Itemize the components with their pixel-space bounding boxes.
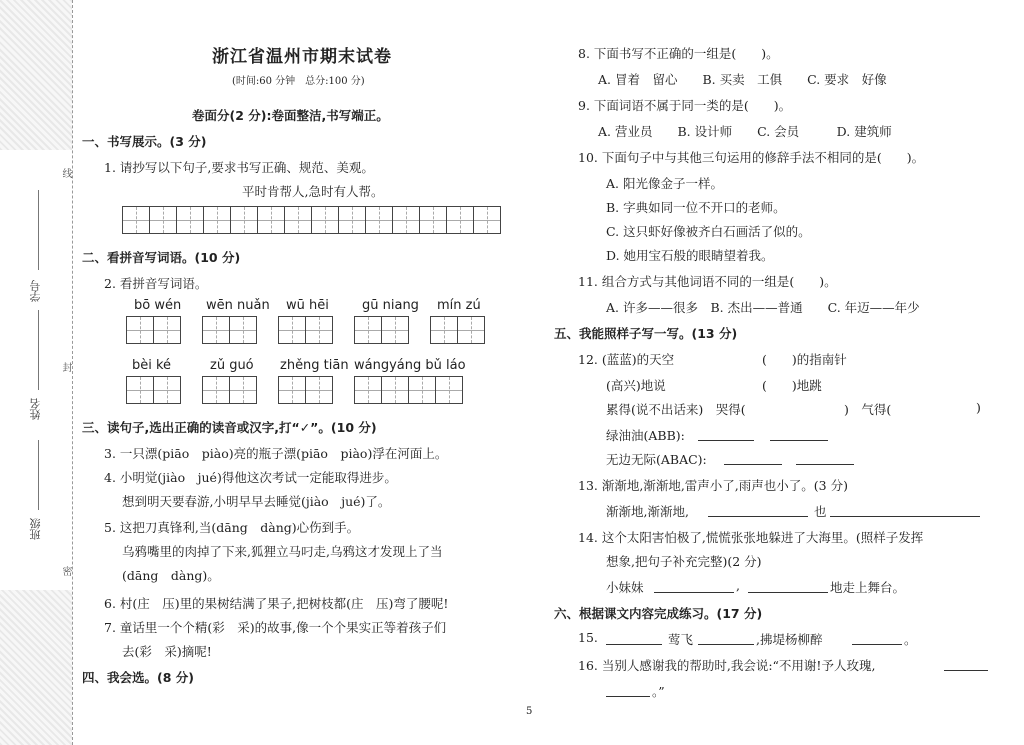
question-12-e: 无边无际(ABAC): <box>606 452 707 467</box>
question-15-a: 15. <box>578 630 598 645</box>
question-6: 6. 村(庄 压)里的果树结满了果子,把树枝都(庄 压)弯了腰呢! <box>104 596 449 611</box>
answer-box-5[interactable] <box>430 316 485 344</box>
answer-box-8[interactable] <box>278 376 333 404</box>
question-16-a: 16. 当别人感谢我的帮助时,我会说:“不用谢!予人玫瑰, <box>578 658 876 673</box>
pinyin-5: mín zú <box>437 298 481 313</box>
blank-12d-1[interactable] <box>698 428 754 441</box>
blank-14-1[interactable] <box>654 580 734 593</box>
question-8-options: A. 冒着 留心 B. 买卖 工俱 C. 要求 好像 <box>598 72 887 87</box>
answer-box-2[interactable] <box>202 316 257 344</box>
label-xingming: 姓名 <box>29 398 42 420</box>
question-11-options: A. 许多——很多 B. 杰出——普通 C. 年迈——年少 <box>606 300 920 315</box>
question-12-d: 绿油油(ABB): <box>606 428 685 443</box>
cut-mark-3: 密 <box>60 566 71 576</box>
question-12-a2: ( )的指南针 <box>762 352 847 367</box>
section-4-heading: 四、我会选。(8 分) <box>82 670 194 685</box>
section-3-heading: 三、读句子,选出正确的读音或汉字,打“✓”。(10 分) <box>82 420 377 435</box>
blank-16-2[interactable] <box>606 684 650 697</box>
answer-box-4[interactable] <box>354 316 409 344</box>
question-10-c: C. 这只虾好像被齐白石画活了似的。 <box>606 224 811 239</box>
blank-12d-2[interactable] <box>770 428 828 441</box>
question-16-b: 。” <box>652 684 665 699</box>
answer-box-6[interactable] <box>126 376 181 404</box>
question-12-b: (高兴)地说 <box>606 378 666 393</box>
hatch-bottom <box>0 590 72 745</box>
question-15-b: 莺飞 <box>668 632 694 647</box>
question-8: 8. 下面书写不正确的一组是( )。 <box>578 46 779 61</box>
question-4a: 4. 小明觉(jiào jué)得他这次考试一定能取得进步。 <box>104 470 397 485</box>
label-xuehao: 学号 <box>29 280 42 302</box>
question-14-c1: 小妹妹 <box>606 580 644 595</box>
section-2-heading: 二、看拼音写词语。(10 分) <box>82 250 241 265</box>
question-7b: 去(彩 采)摘呢! <box>122 644 212 659</box>
section-6-heading: 六、根据课文内容完成练习。(17 分) <box>554 606 763 621</box>
question-4b: 想到明天要春游,小明早早去睡觉(jiào jué)了。 <box>122 494 391 509</box>
question-12-c: 累得(说不出话来) 哭得( <box>606 402 746 417</box>
writing-grid[interactable] <box>122 206 501 234</box>
page-number: 5 <box>526 706 533 717</box>
question-14-c3: 地走上舞台。 <box>830 580 906 595</box>
question-7a: 7. 童话里一个个精(彩 采)的故事,像一个个果实正等着孩子们 <box>104 620 447 635</box>
answer-box-3[interactable] <box>278 316 333 344</box>
blank-12e-2[interactable] <box>796 452 854 465</box>
blank-14-2[interactable] <box>748 580 828 593</box>
pinyin-6: bèi ké <box>132 358 172 373</box>
binding-margin <box>0 0 82 745</box>
question-1: 1. 请抄写以下句子,要求书写正确、规范、美观。 <box>104 160 374 175</box>
pinyin-9: wángyáng bǔ láo <box>354 358 466 373</box>
blank-15-2[interactable] <box>698 632 754 645</box>
answer-box-9[interactable] <box>354 376 463 404</box>
section-5-heading: 五、我能照样子写一写。(13 分) <box>554 326 738 341</box>
pinyin-1: bō wén <box>134 298 182 313</box>
question-3: 3. 一只漂(piāo piào)亮的瓶子漂(piāo piào)浮在河面上。 <box>104 446 448 461</box>
banji-line <box>38 440 39 510</box>
pinyin-3: wū hēi <box>286 298 329 313</box>
question-9-options: A. 营业员 B. 设计师 C. 会员 D. 建筑师 <box>598 124 892 139</box>
pinyin-8: zhěng tiān <box>280 358 349 373</box>
blank-13-2[interactable] <box>830 504 980 517</box>
question-11: 11. 组合方式与其他词语不同的一组是( )。 <box>578 274 837 289</box>
question-14-a: 14. 这个太阳害怕极了,慌慌张张地躲进了大海里。(照样子发挥 <box>578 530 924 545</box>
cut-line <box>72 0 73 745</box>
label-banji: 班级 <box>29 518 42 540</box>
question-14-b: 想象,把句子补充完整)(2 分) <box>606 554 762 569</box>
question-10-b: B. 字典如同一位不开口的老师。 <box>606 200 786 215</box>
blank-15-1[interactable] <box>606 632 662 645</box>
question-12-b2: ( )地跳 <box>762 378 822 393</box>
cut-mark-2: 封 <box>60 362 71 372</box>
question-2: 2. 看拼音写词语。 <box>104 276 208 291</box>
question-1-sentence: 平时肯帮人,急时有人帮。 <box>242 184 384 199</box>
blank-16-1[interactable] <box>944 658 988 671</box>
pinyin-2: wēn nuǎn <box>206 298 270 313</box>
page-title: 浙江省温州市期末试卷 <box>212 47 392 67</box>
question-9: 9. 下面词语不属于同一类的是( )。 <box>578 98 792 113</box>
pinyin-7: zǔ guó <box>210 358 254 373</box>
question-10: 10. 下面句子中与其他三句运用的修辞手法不相同的是( )。 <box>578 150 925 165</box>
hatch-top <box>0 0 72 150</box>
xingming-line <box>38 310 39 390</box>
question-13-b2: 也 <box>814 504 827 519</box>
question-12-c3: ) <box>976 400 981 415</box>
question-5a: 5. 这把刀真锋利,当(dāng dàng)心伤到手。 <box>104 520 360 535</box>
score-note: 卷面分(2 分):卷面整洁,书写端正。 <box>192 108 389 123</box>
xuehao-line <box>38 190 39 270</box>
question-13: 13. 渐渐地,渐渐地,雷声小了,雨声也小了。(3 分) <box>578 478 848 493</box>
question-5c: (dāng dàng)。 <box>122 568 220 583</box>
blank-12e-1[interactable] <box>724 452 782 465</box>
blank-13-1[interactable] <box>708 504 808 517</box>
question-14-c2: , <box>736 578 740 593</box>
cut-mark-1: 线 <box>60 168 71 178</box>
question-13-b1: 渐渐地,渐渐地, <box>606 504 689 519</box>
question-12-c2: ) 气得( <box>844 402 892 417</box>
pinyin-4: gū niang <box>362 298 419 313</box>
answer-box-1[interactable] <box>126 316 181 344</box>
answer-box-7[interactable] <box>202 376 257 404</box>
section-1-heading: 一、书写展示。(3 分) <box>82 134 207 149</box>
question-10-d: D. 她用宝石般的眼睛望着我。 <box>606 248 774 263</box>
question-5b: 乌鸦嘴里的肉掉了下来,狐狸立马叼走,乌鸦这才发现上了当 <box>122 544 443 559</box>
question-12-a: 12. (蓝蓝)的天空 <box>578 352 675 367</box>
blank-15-3[interactable] <box>852 632 902 645</box>
question-15-d: 。 <box>904 632 917 647</box>
page-subtitle: (时间:60 分钟 总分:100 分) <box>232 76 365 87</box>
question-15-c: ,拂堤杨柳醉 <box>756 632 823 647</box>
question-10-a: A. 阳光像金子一样。 <box>606 176 723 191</box>
